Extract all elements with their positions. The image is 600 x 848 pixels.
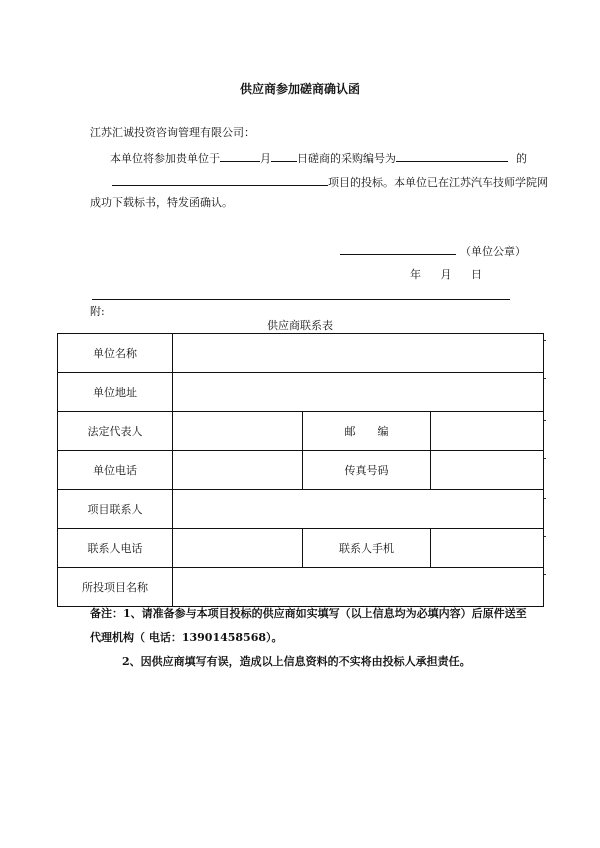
label-company-address: 单位地址 [58, 373, 173, 412]
label-contact-mobile: 联系人手机 [303, 529, 431, 568]
contact-phone-field[interactable] [173, 529, 303, 568]
date-day: 日 [471, 268, 482, 281]
margin-tick [544, 340, 546, 341]
label-company-name: 单位名称 [58, 334, 173, 373]
table-title: 供应商联系表 [267, 319, 333, 332]
table-row [58, 529, 544, 568]
date-month: 月 [440, 268, 452, 281]
label-contact-phone: 联系人电话 [58, 529, 173, 568]
date-line [410, 268, 482, 282]
body-line-1-end: 的 [516, 152, 527, 165]
table-row [58, 568, 544, 607]
seal-label: （单位公章） [460, 245, 526, 258]
letter-title: 供应商参加磋商确认函 [239, 82, 360, 96]
margin-tick [544, 536, 546, 537]
seal-line [340, 243, 526, 259]
label-legal-rep: 法定代表人 [58, 412, 173, 451]
divider-line [92, 299, 510, 300]
margin-tick [544, 420, 546, 421]
margin-tick [544, 378, 546, 379]
table-row [58, 412, 544, 451]
margin-tick [544, 574, 546, 575]
procurement-number-blank[interactable] [396, 150, 508, 162]
table-row [58, 334, 544, 373]
postcode-field[interactable] [431, 412, 544, 451]
phone-field[interactable] [173, 451, 303, 490]
label-project-name: 所投项目名称 [58, 568, 173, 607]
label-project-contact: 项目联系人 [58, 490, 173, 529]
seal-blank[interactable] [340, 243, 456, 255]
supplier-contact-table [57, 333, 544, 607]
label-fax: 传真号码 [303, 451, 431, 490]
fax-field[interactable] [431, 451, 544, 490]
body-line-2-text: 项目的投标。本单位已在江苏汽车技师学院网 [328, 176, 548, 189]
body-line-1-start: 本单位将参加贵单位于 [110, 152, 220, 165]
day-blank[interactable] [271, 150, 297, 162]
body-line-1 [110, 150, 527, 166]
table-row [58, 373, 544, 412]
month-label: 月 [260, 152, 271, 165]
body-line-2 [112, 174, 548, 190]
company-name-field[interactable] [173, 334, 544, 373]
attachment-label: 附: [90, 305, 105, 318]
body-line-3: 成功下载标书，特发函确认。 [90, 196, 233, 209]
project-name-blank[interactable] [112, 174, 328, 186]
project-name-field[interactable] [173, 568, 544, 607]
note-1: 备注：1、请准备参与本项目投标的供应商如实填写（以上信息均为必填内容）后原件送至 [90, 607, 527, 620]
margin-tick [544, 498, 546, 499]
company-address-field[interactable] [173, 373, 544, 412]
recipient: 江苏汇诚投资咨询管理有限公司： [90, 126, 255, 139]
date-year: 年 [410, 268, 421, 281]
label-postcode: 邮 编 [303, 412, 431, 451]
note-2: 2、因供应商填写有误，造成以上信息资料的不实将由投标人承担责任。 [122, 655, 471, 668]
contact-mobile-field[interactable] [431, 529, 544, 568]
label-phone: 单位电话 [58, 451, 173, 490]
body-line-1-mid: 日磋商的采购编号为 [297, 152, 396, 165]
month-blank[interactable] [220, 150, 260, 162]
legal-rep-field[interactable] [173, 412, 303, 451]
margin-tick [544, 458, 546, 459]
project-contact-field[interactable] [173, 490, 544, 529]
note-1-continued: 代理机构（ 电话：13901458568）。 [90, 631, 283, 644]
table-row [58, 490, 544, 529]
table-row [58, 451, 544, 490]
